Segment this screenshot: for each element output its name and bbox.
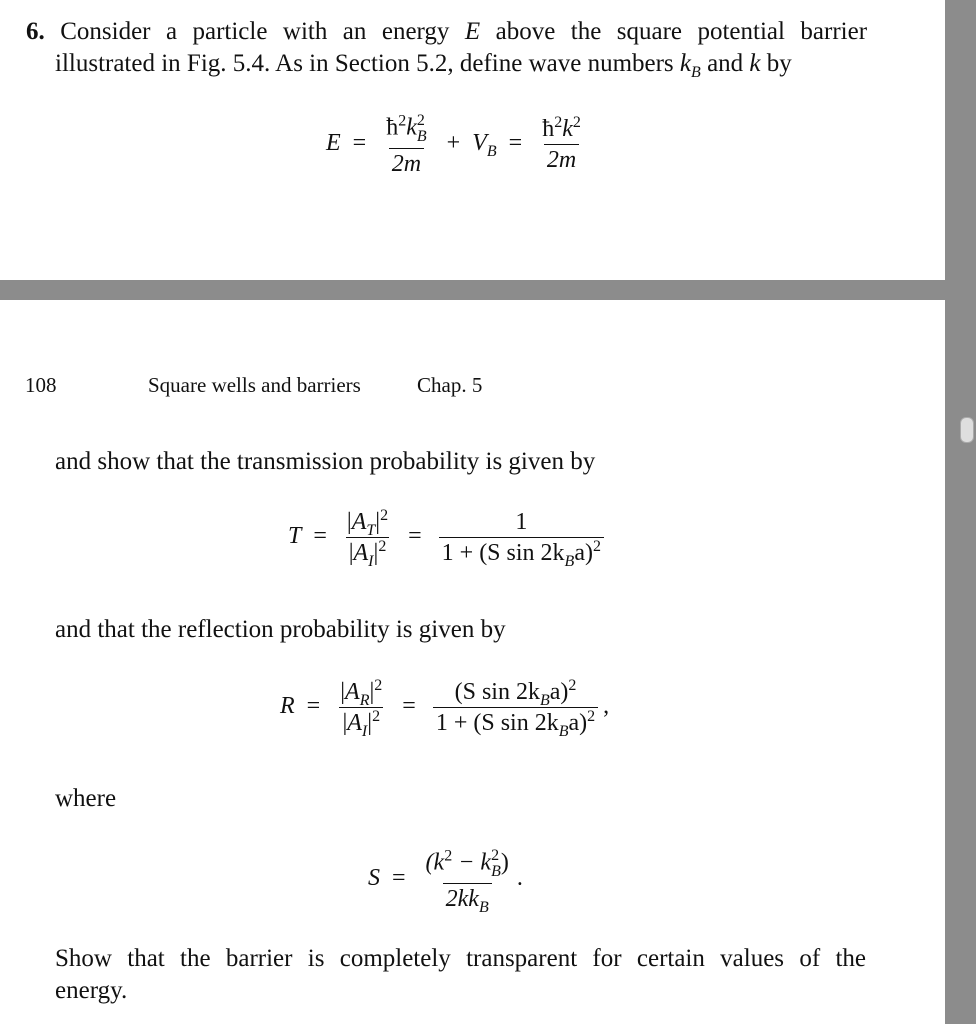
equation-energy: E = $ħ^2k$ 2 B 2m + $V_B$ = $\frac{ħ^2k^2}{2m}$	[326, 112, 581, 177]
problem-text-line-1: 6. Consider a particle with an energy E above the square potential barrier	[26, 18, 868, 45]
chapter-label: Chap. 5	[417, 373, 483, 397]
running-title: Square wells and barriers	[148, 373, 361, 397]
text-final-line-1: Show that the barrier is completely transparent for certain values of the	[55, 945, 866, 972]
document-page-top	[0, 0, 945, 280]
page-number: 108	[25, 373, 57, 397]
problem-text-line-2: illustrated in Fig. 5.4. As in Section 5.2, define wave numbers $k_B$ and k by	[55, 50, 792, 81]
equation-s-definition: S = ($k^2 - k$ 2 B ) $2kk_B$ .	[368, 847, 523, 916]
text-transmission-intro: and show that the transmission probability is given by	[55, 448, 596, 475]
document-page-bottom	[0, 300, 945, 1024]
scrollbar-thumb[interactable]	[960, 417, 974, 443]
text-reflection-intro: and that the reflection probability is given by	[55, 616, 506, 643]
equation-reflection: R = $\frac{|A_R|^2}{|A_I|^2}$ = $\frac{(S \sin 2k_Ba)^2}{1 + (S \sin 2k_Ba)^2}$ ,	[280, 677, 610, 740]
equation-transmission: T = $\frac{|A_T|^2}{|A_I|^2}$ = $\frac{1}{1 + (S \sin 2k_Ba)^2}$	[288, 510, 609, 565]
viewer-background	[945, 0, 976, 1024]
text-final-line-2: energy.	[55, 977, 128, 1004]
problem-number: 6.	[26, 18, 45, 45]
text-where: where	[55, 785, 117, 812]
